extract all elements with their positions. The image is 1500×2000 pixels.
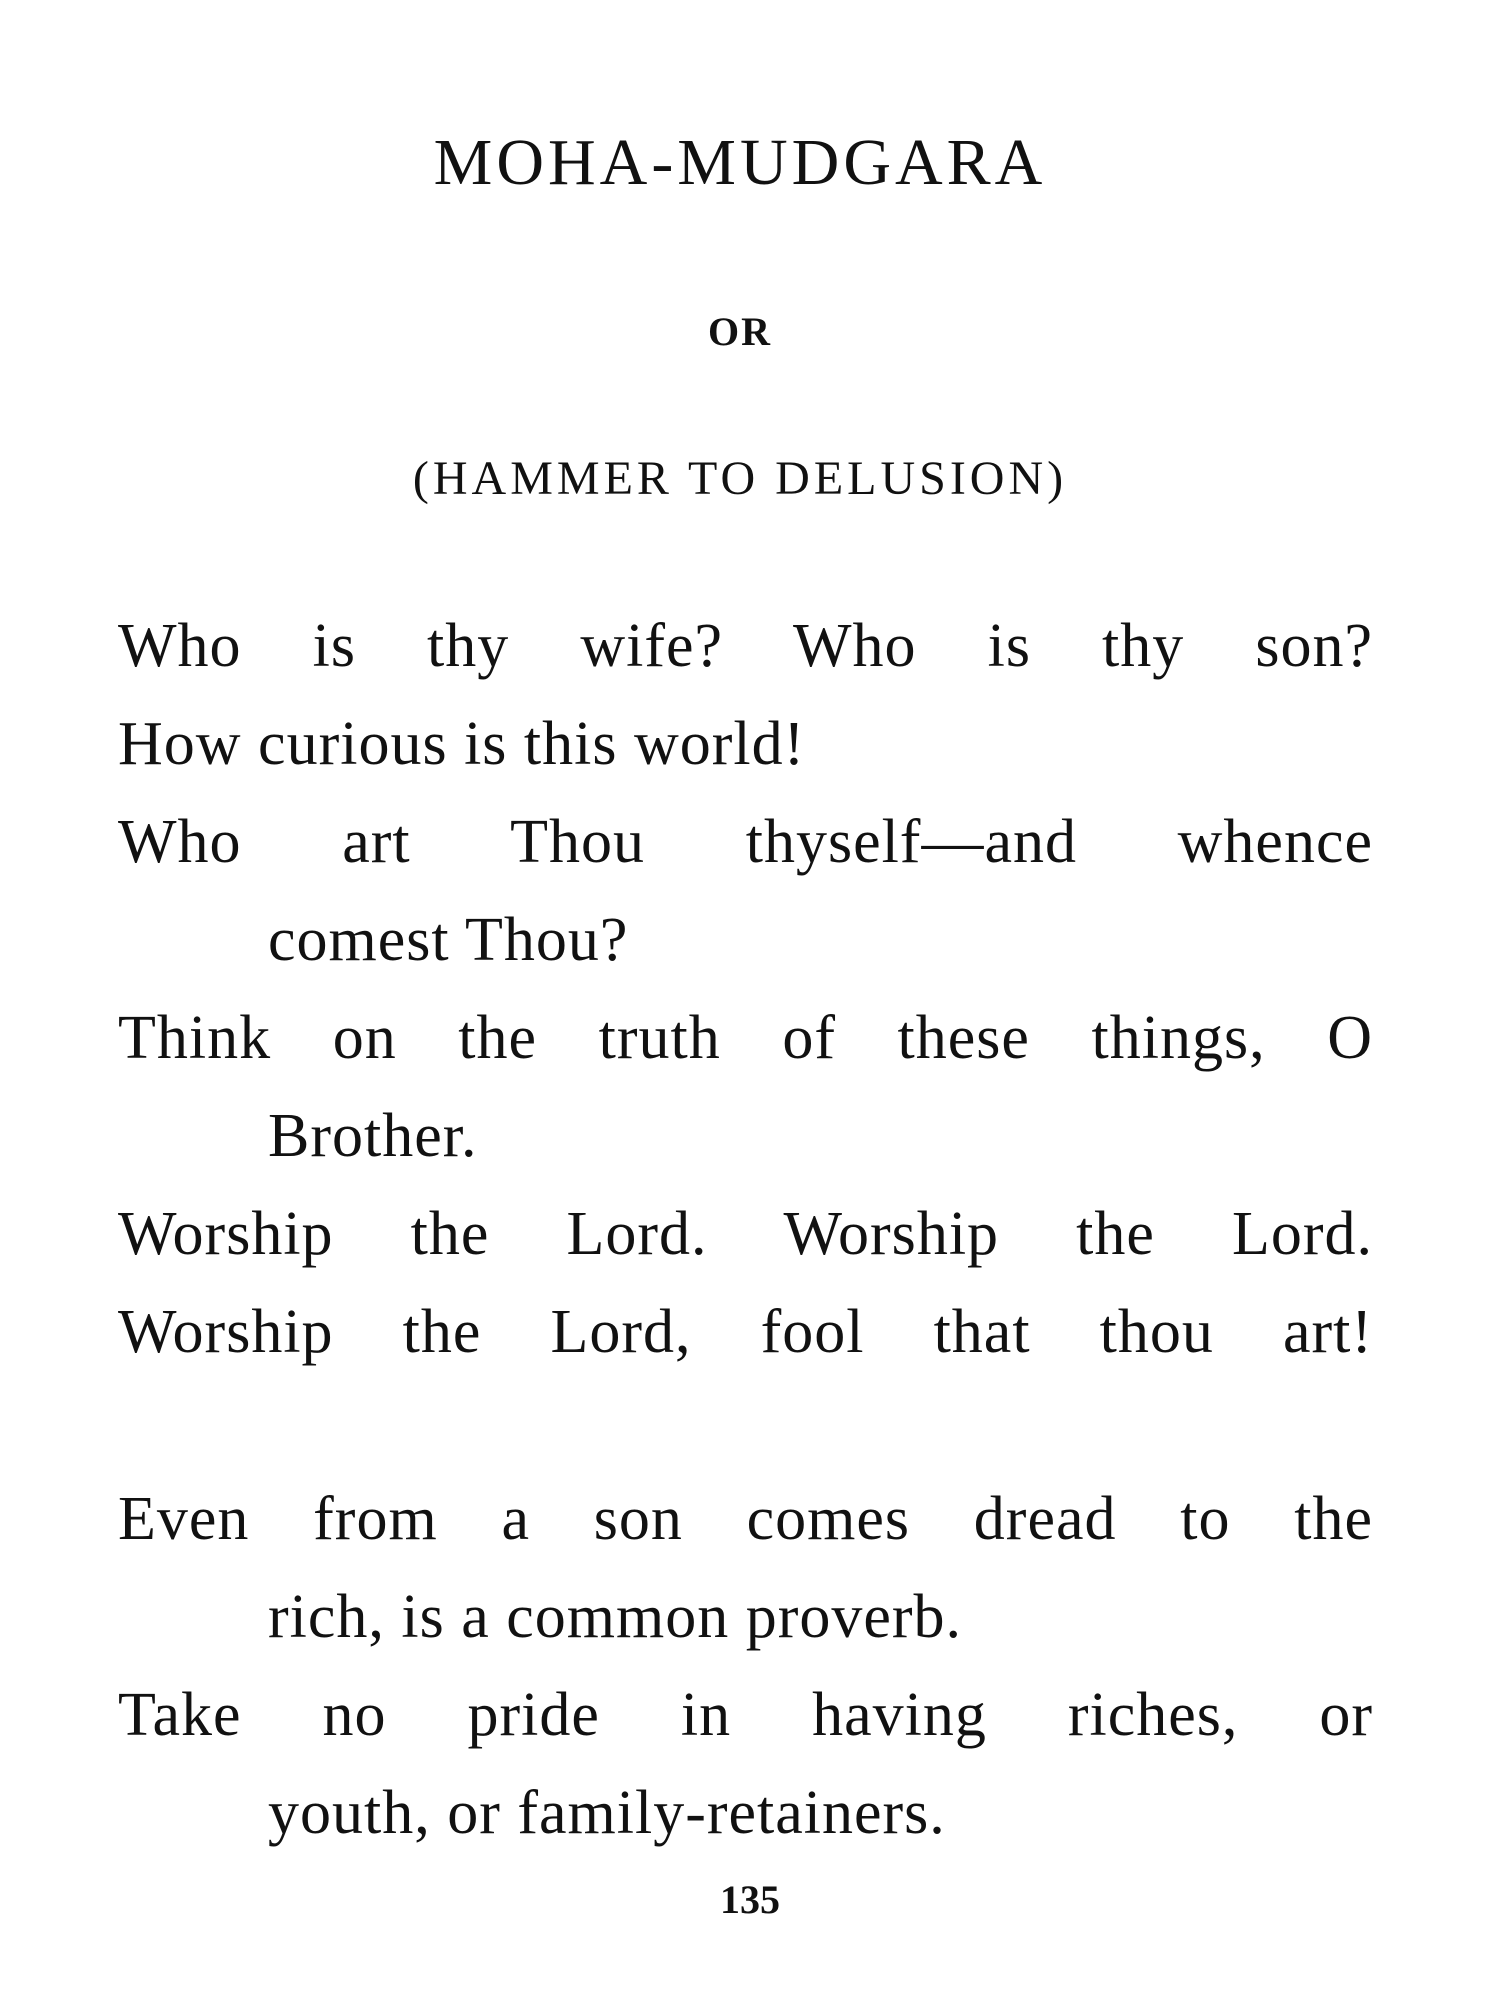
verse-line: Who art Thou thyself—and whence [118,808,1373,876]
verse-line: Worship the Lord. Worship the Lord. [118,1200,1373,1268]
verse-line-continuation: Brother. [268,1102,478,1170]
verse-line: Worship the Lord, fool that thou art! [118,1298,1373,1366]
title-connector: OR [708,309,772,354]
verse-line-continuation: rich, is a common proverb. [268,1583,963,1651]
page-number: 135 [720,1877,780,1922]
page-subtitle: (HAMMER TO DELUSION) [412,452,1068,505]
verse-line: Even from a son comes dread to the [118,1485,1373,1553]
verse-line-continuation: comest Thou? [268,906,629,974]
page-title: MOHA-MUDGARA [433,126,1047,199]
verse-line: How curious is this world! [118,710,806,778]
verse-line: Think on the truth of these things, O [118,1004,1373,1072]
stanza-1 [118,597,1373,1381]
verse-line: Who is thy wife? Who is thy son? [118,612,1373,680]
stanza-2 [118,1470,1373,1862]
verse-line: Take no pride in having riches, or [118,1681,1373,1749]
verse-line-continuation: youth, or family-retainers. [268,1779,946,1847]
